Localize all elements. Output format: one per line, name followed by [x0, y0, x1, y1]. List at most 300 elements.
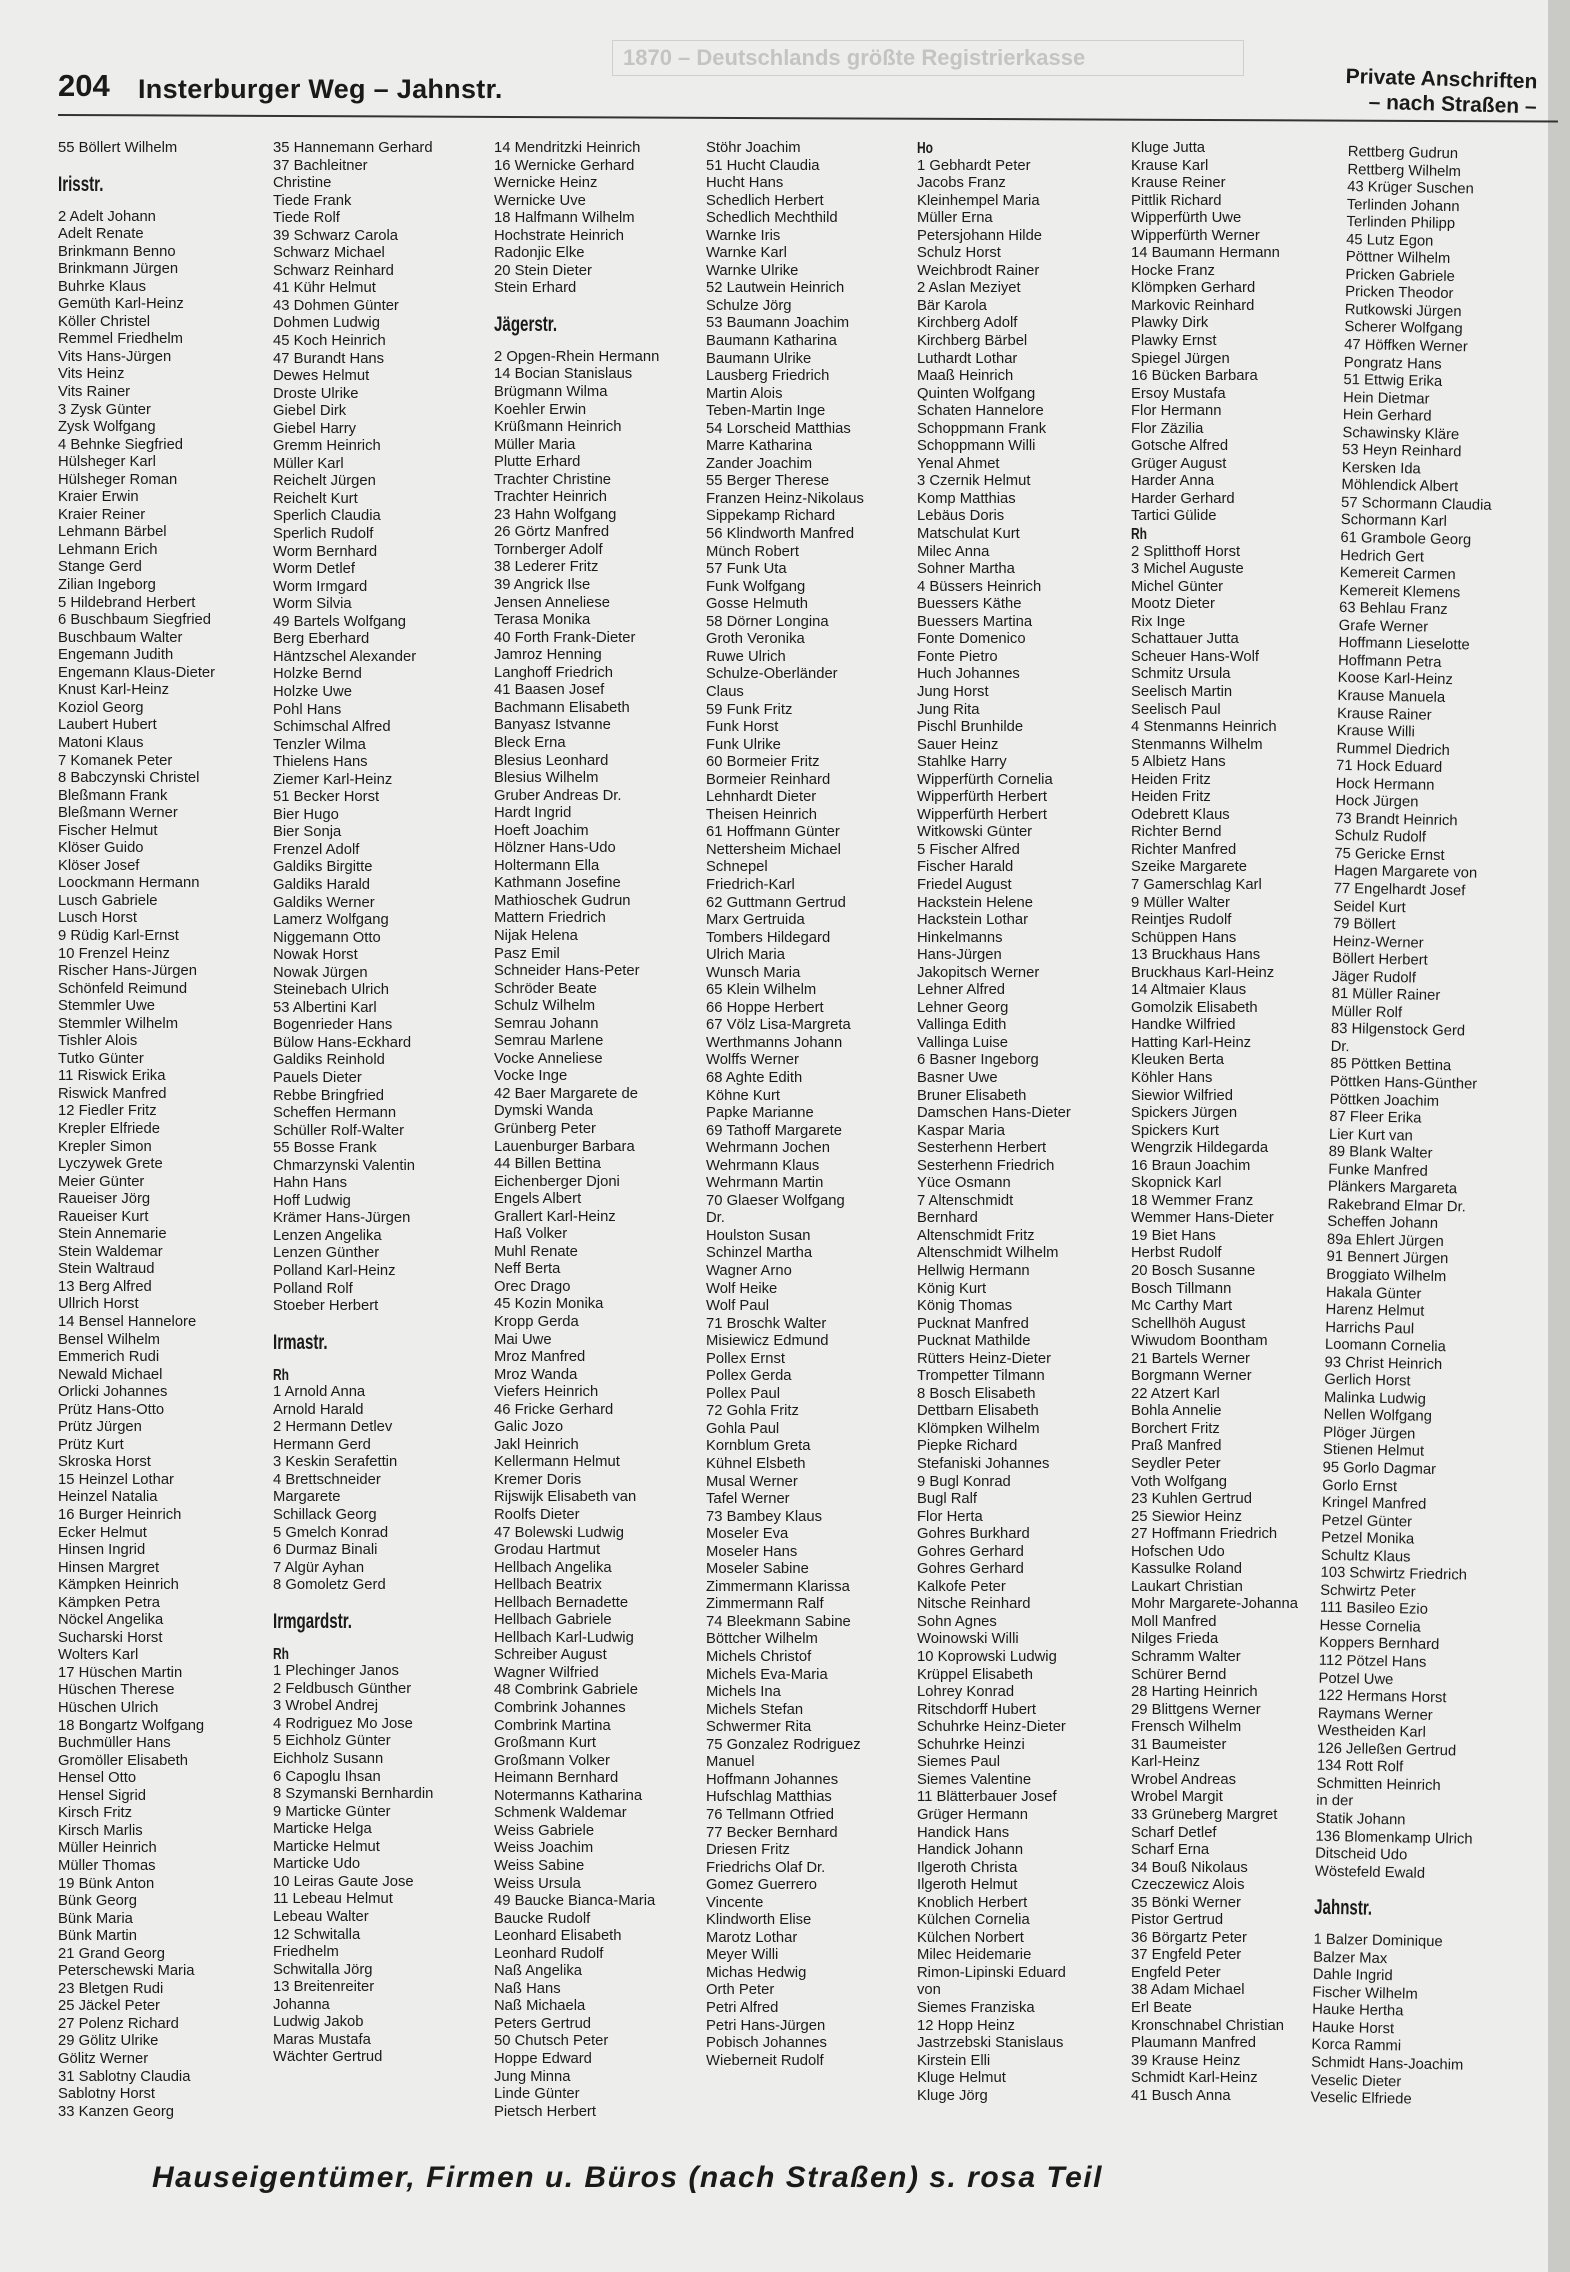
resident-entry: Claus — [706, 683, 744, 700]
resident-entry: Dahle Ingrid — [1312, 1966, 1393, 1985]
resident-entry: 53 Heyn Reinhard — [1341, 442, 1462, 461]
resident-entry: 75 Gericke Ernst — [1334, 845, 1445, 864]
resident-entry: 112 Pötzel Hans — [1318, 1652, 1427, 1671]
resident-entry: Holzke Bernd — [273, 666, 362, 683]
directory-column-2 — [273, 140, 433, 2067]
resident-entry: Adelt Renate — [58, 226, 144, 243]
resident-entry: Hein Gerhard — [1342, 407, 1432, 425]
resident-entry: 47 Burandt Hans — [273, 350, 385, 367]
resident-entry: Polland Rolf — [273, 1280, 353, 1297]
resident-entry: Jensen Anneliese — [494, 594, 610, 611]
street-heading: Irisstr. — [58, 172, 104, 196]
resident-entry: Lehmann Erich — [58, 541, 158, 558]
resident-entry: Ersoy Mustafa — [1131, 385, 1226, 402]
resident-entry: Radonjic Elke — [494, 245, 585, 262]
resident-entry: Krepler Simon — [58, 1138, 152, 1155]
resident-entry: 9 Bugl Konrad — [917, 1473, 1011, 1490]
street-heading: Irmgardstr. — [273, 1609, 352, 1633]
resident-entry: 47 Bolewski Ludwig — [494, 1524, 624, 1541]
resident-entry: Wipperfürth Werner — [1131, 227, 1260, 244]
resident-entry: Kassulke Roland — [1131, 1561, 1243, 1578]
resident-entry: 77 Becker Bernhard — [706, 1824, 838, 1841]
resident-entry: Böllert Herbert — [1332, 951, 1428, 969]
resident-entry: Stein Waldemar — [58, 1243, 163, 1260]
resident-entry: Wipperfürth Cornelia — [917, 771, 1053, 788]
resident-entry: Lusch Gabriele — [58, 892, 158, 909]
resident-entry: Ditscheid Udo — [1315, 1845, 1408, 1864]
resident-entry: 14 Altmaier Klaus — [1131, 982, 1247, 999]
resident-entry: Schmitz Ursula — [1131, 666, 1231, 683]
resident-entry: Kirsch Fritz — [58, 1805, 132, 1822]
resident-entry: 83 Hilgenstock Gerd — [1330, 1021, 1466, 1040]
resident-entry: Harder Anna — [1131, 473, 1215, 490]
resident-entry: Terlinden Johann — [1346, 196, 1460, 215]
resident-entry: 4 Büssers Heinrich — [917, 578, 1042, 595]
resident-entry: Trompetter Tilmann — [917, 1368, 1045, 1385]
resident-entry: Siemes Valentine — [917, 1771, 1032, 1788]
resident-entry: Naß Michaela — [494, 1998, 586, 2015]
resident-entry: Warnke Iris — [706, 227, 781, 244]
resident-entry: Hellbach Bernadette — [494, 1594, 629, 1611]
resident-entry: 29 Blittgens Werner — [1131, 1701, 1261, 1718]
resident-entry: Hellbach Beatrix — [494, 1577, 602, 1594]
resident-entry: Trachter Christine — [494, 471, 612, 488]
resident-entry: 31 Sablotny Claudia — [58, 2068, 191, 2085]
resident-entry: Hauke Horst — [1311, 2019, 1395, 2038]
resident-entry: Warnke Ulrike — [706, 262, 799, 279]
resident-entry: Worm Bernhard — [273, 543, 378, 560]
resident-entry: Steinebach Ulrich — [273, 982, 389, 999]
resident-entry: Krause Reiner — [1131, 175, 1226, 192]
resident-entry: Reichelt Jürgen — [273, 473, 376, 490]
resident-entry: 7 Altenschmidt — [917, 1192, 1014, 1209]
resident-entry: Johanna — [273, 1996, 330, 2013]
resident-entry: Ecker Helmut — [58, 1524, 147, 1541]
resident-entry: 16 Burger Heinrich — [58, 1507, 182, 1524]
resident-entry: Michels Stefan — [706, 1701, 804, 1718]
street-heading: Jahnstr. — [1313, 1895, 1373, 1920]
resident-entry: 75 Gonzalez Rodriguez — [706, 1736, 861, 1753]
resident-entry: Matschulat Kurt — [917, 526, 1020, 543]
resident-entry: Viefers Heinrich — [494, 1384, 599, 1401]
resident-entry: 93 Christ Heinrich — [1324, 1354, 1443, 1373]
resident-entry: Hans-Jürgen — [917, 947, 1002, 964]
resident-entry: Gohres Gerhard — [917, 1543, 1024, 1560]
resident-entry: Rakebrand Elmar Dr. — [1327, 1196, 1466, 1216]
resident-entry: Combrink Johannes — [494, 1700, 626, 1717]
resident-entry: 18 Wemmer Franz — [1131, 1192, 1254, 1209]
resident-entry: Dr. — [706, 1210, 725, 1227]
resident-entry: 45 Koch Heinrich — [273, 333, 386, 350]
resident-entry: Lehner Georg — [917, 999, 1009, 1016]
resident-entry: Rütters Heinz-Dieter — [917, 1350, 1052, 1367]
resident-entry: Stein Erhard — [494, 280, 577, 297]
resident-entry: Fonte Pietro — [917, 648, 998, 665]
resident-entry: 41 Busch Anna — [1131, 2087, 1231, 2104]
resident-entry: Köhne Kurt — [706, 1087, 781, 1104]
resident-entry: Tornberger Adolf — [494, 541, 603, 558]
resident-entry: Naß Angelika — [494, 1963, 583, 1980]
resident-entry: Lenzen Günther — [273, 1245, 380, 1262]
resident-entry: Petzel Monika — [1321, 1529, 1415, 1548]
resident-entry: Ritschdorff Hubert — [917, 1701, 1036, 1718]
resident-entry: Bruner Elisabeth — [917, 1087, 1027, 1104]
resident-entry: Tombers Hildegard — [706, 929, 831, 946]
resident-entry: Krause Karl — [1131, 157, 1209, 174]
resident-entry: Moseler Eva — [706, 1526, 789, 1543]
resident-entry: 44 Billen Bettina — [494, 1156, 601, 1173]
resident-entry: Jakl Heinrich — [494, 1436, 579, 1453]
resident-entry: Scheffen Johann — [1327, 1214, 1439, 1233]
resident-entry: Stein Annemarie — [58, 1226, 167, 1243]
resident-entry: Marotz Lothar — [706, 1929, 798, 1946]
resident-entry: Laukart Christian — [1131, 1578, 1243, 1595]
resident-entry: Kühnel Elsbeth — [706, 1456, 806, 1473]
resident-entry: Gohres Burkhard — [917, 1526, 1030, 1543]
resident-entry: 68 Aghte Edith — [706, 1069, 803, 1086]
resident-entry: Woinowski Willi — [917, 1631, 1019, 1648]
resident-entry: Pongratz Hans — [1343, 354, 1442, 373]
resident-entry: Gohres Gerhard — [917, 1561, 1024, 1578]
resident-entry: Gremm Heinrich — [273, 438, 381, 455]
resident-entry: 81 Müller Rainer — [1331, 986, 1441, 1005]
resident-entry: Kropp Gerda — [494, 1314, 579, 1330]
resident-entry: Hoffmann Lieselotte — [1338, 635, 1470, 654]
resident-entry: Musal Werner — [706, 1473, 798, 1490]
resident-entry: Kaspar Maria — [917, 1122, 1005, 1139]
resident-entry: 47 Höffken Werner — [1343, 336, 1468, 356]
resident-entry: 10 Leiras Gaute Jose — [273, 1873, 414, 1890]
resident-entry: Schüller Rolf-Walter — [273, 1122, 405, 1139]
resident-entry: Tenzler Wilma — [273, 736, 366, 753]
resident-entry: 5 Fischer Alfred — [917, 841, 1020, 858]
resident-entry: Kremer Doris — [494, 1471, 582, 1488]
resident-entry: Gomez Guerrero — [706, 1877, 818, 1894]
resident-entry: 16 Braun Joachim — [1131, 1157, 1251, 1174]
resident-entry: Plöger Jürgen — [1323, 1424, 1416, 1443]
resident-entry: 72 Gohla Fritz — [706, 1403, 799, 1420]
resident-entry: Hülsheger Karl — [58, 454, 156, 471]
resident-entry: Krause Manuela — [1337, 687, 1446, 706]
resident-entry: Tiede Frank — [273, 192, 352, 209]
district-code: Rh — [273, 1366, 289, 1384]
resident-entry: Hoff Ludwig — [273, 1192, 351, 1209]
resident-entry: Weiss Ursula — [494, 1875, 581, 1892]
resident-entry: Müller Erna — [917, 210, 993, 227]
resident-entry: Bünk Martin — [58, 1928, 137, 1945]
page-title: Insterburger Weg – Jahnstr. — [138, 74, 503, 104]
resident-entry: 7 Algür Ayhan — [273, 1559, 365, 1576]
resident-entry: 122 Hermans Horst — [1318, 1687, 1447, 1707]
resident-entry: Arnold Harald — [273, 1401, 364, 1418]
resident-entry: Mroz Wanda — [494, 1366, 578, 1383]
resident-entry: Müller Heinrich — [58, 1840, 157, 1857]
resident-entry: Broggiato Wilhelm — [1326, 1266, 1447, 1286]
resident-entry: Stöhr Joachim — [706, 140, 801, 156]
resident-entry: Hesse Cornelia — [1319, 1617, 1421, 1636]
resident-entry: Knust Karl-Heinz — [58, 682, 170, 699]
resident-entry: Werthmanns Johann — [706, 1034, 843, 1051]
resident-entry: Heiden Fritz — [1131, 771, 1211, 788]
resident-entry: Stenmanns Wilhelm — [1131, 736, 1263, 753]
resident-entry: Seelisch Paul — [1131, 701, 1221, 718]
resident-entry: Richter Manfred — [1131, 841, 1237, 858]
resident-entry: 58 Dörner Longina — [706, 613, 829, 630]
resident-entry: Ilgeroth Helmut — [917, 1877, 1018, 1894]
resident-entry: Hein Dietmar — [1342, 389, 1430, 408]
resident-entry: Friedel August — [917, 876, 1012, 893]
resident-entry: Bleßmann Frank — [58, 787, 168, 804]
resident-entry: Chmarzynski Valentin — [273, 1157, 415, 1174]
resident-entry: 29 Gölitz Ulrike — [58, 2033, 159, 2050]
resident-entry: Koppers Bernhard — [1319, 1635, 1440, 1654]
resident-entry: 4 Behnke Siegfried — [58, 436, 184, 453]
resident-entry: Semrau Marlene — [494, 1033, 604, 1050]
resident-entry: Müller Thomas — [58, 1857, 156, 1874]
resident-entry: Jastrzebski Stanislaus — [917, 2035, 1064, 2052]
resident-entry: 9 Rüdig Karl-Ernst — [58, 927, 179, 944]
resident-entry: Funk Ulrike — [706, 736, 781, 753]
resident-entry: Hoeft Joachim — [494, 822, 589, 839]
resident-entry: Scharf Detlef — [1131, 1824, 1217, 1841]
resident-entry: 2 Opgen-Rhein Hermann — [494, 348, 660, 365]
resident-entry: 4 Rodriguez Mo Jose — [273, 1715, 413, 1732]
resident-entry: Basner Uwe — [917, 1069, 998, 1086]
resident-entry: Bosch Tillmann — [1131, 1280, 1232, 1297]
section-header-line-1: Private Anschriften — [1345, 64, 1538, 94]
resident-entry: Borgmann Werner — [1131, 1368, 1252, 1385]
resident-entry: 2 Adelt Johann — [58, 208, 156, 225]
resident-entry: 57 Funk Uta — [706, 561, 787, 578]
resident-entry: König Kurt — [917, 1280, 987, 1297]
resident-entry: Hoppe Edward — [494, 2050, 592, 2067]
resident-entry: Marx Gertruida — [706, 912, 805, 929]
resident-entry: Flor Herta — [917, 1508, 983, 1525]
resident-entry: Kathmann Josefine — [494, 875, 621, 892]
resident-entry: Giebel Harry — [273, 420, 357, 437]
district-code: Rh — [1131, 526, 1147, 544]
resident-entry: Buessers Käthe — [917, 596, 1022, 613]
resident-entry: Hülsheger Roman — [58, 471, 178, 488]
resident-entry: Christine — [273, 175, 332, 192]
resident-entry: Komp Matthias — [917, 490, 1016, 507]
resident-entry: Wolf Heike — [706, 1280, 778, 1297]
resident-entry: Weiss Gabriele — [494, 1822, 595, 1839]
resident-entry: Kleinhempel Maria — [917, 192, 1040, 209]
resident-entry: Ilgeroth Christa — [917, 1859, 1018, 1876]
resident-entry: Scharf Erna — [1131, 1842, 1210, 1859]
resident-entry: Maaß Heinrich — [917, 368, 1014, 385]
resident-entry: Pöttner Wilhelm — [1345, 249, 1451, 268]
resident-entry: Nöckel Angelika — [58, 1612, 164, 1629]
resident-entry: 89 Blank Walter — [1328, 1143, 1433, 1162]
resident-entry: 26 Görtz Manfred — [494, 524, 610, 541]
resident-entry: Engemann Judith — [58, 647, 174, 664]
resident-entry: Weiss Sabine — [494, 1857, 585, 1874]
resident-entry: Moll Manfred — [1131, 1613, 1217, 1630]
resident-entry: 74 Bleekmann Sabine — [706, 1613, 851, 1630]
resident-entry: 1 Gebhardt Peter — [917, 157, 1031, 174]
resident-entry: Hofschen Udo — [1131, 1543, 1225, 1560]
resident-entry: Schwirtz Peter — [1320, 1582, 1416, 1601]
resident-entry: Schwermer Rita — [706, 1719, 812, 1736]
resident-entry: Grünberg Peter — [494, 1120, 596, 1137]
directory-column-1 — [58, 140, 215, 2121]
resident-entry: Brügmann Wilma — [494, 384, 608, 401]
resident-entry: 28 Harting Heinrich — [1131, 1684, 1258, 1701]
resident-entry: Pohl Hans — [273, 701, 342, 718]
resident-entry: Kronschnabel Christian — [1131, 2017, 1284, 2034]
resident-entry: Großmann Volker — [494, 1752, 610, 1769]
resident-entry: Häntzschel Alexander — [273, 648, 417, 665]
resident-entry: Bünk Maria — [58, 1910, 133, 1927]
resident-entry: Ludwig Jakob — [273, 2014, 364, 2031]
resident-entry: 61 Hoffmann Günter — [706, 824, 840, 841]
resident-entry: Plawky Ernst — [1131, 333, 1217, 350]
resident-entry: Hatting Karl-Heinz — [1131, 1034, 1252, 1051]
resident-entry: 6 Capoglu Ihsan — [273, 1768, 381, 1785]
resident-entry: 36 Börgartz Peter — [1131, 1929, 1247, 1946]
resident-entry: Pollex Gerda — [706, 1368, 792, 1385]
resident-entry: 21 Grand Georg — [58, 1945, 165, 1962]
resident-entry: Scheuer Hans-Wolf — [1131, 648, 1260, 665]
resident-entry: Fischer Helmut — [58, 822, 158, 839]
resident-entry: Schwarz Reinhard — [273, 262, 394, 279]
resident-entry: 45 Kozin Monika — [494, 1296, 604, 1313]
resident-entry: Kirchberg Adolf — [917, 315, 1018, 332]
resident-entry: Müller Maria — [494, 436, 576, 453]
resident-entry: Münch Robert — [706, 543, 799, 560]
resident-entry: in der — [1316, 1793, 1354, 1810]
resident-entry: Hahn Hans — [273, 1175, 348, 1192]
resident-entry: Wehrmann Jochen — [706, 1140, 830, 1157]
resident-entry: Hensel Sigrid — [58, 1787, 147, 1804]
resident-entry: Wöstefeld Ewald — [1314, 1863, 1426, 1882]
resident-entry: 136 Blomenkamp Ulrich — [1315, 1828, 1473, 1848]
resident-entry: König Thomas — [917, 1298, 1013, 1315]
resident-entry: Newald Michael — [58, 1366, 163, 1383]
resident-entry: Kluge Helmut — [917, 2070, 1006, 2087]
resident-entry: Potzel Uwe — [1318, 1670, 1394, 1688]
resident-entry: Scherer Wolfgang — [1344, 319, 1463, 338]
resident-entry: Warnke Karl — [706, 245, 787, 262]
resident-entry: Hock Jürgen — [1335, 793, 1419, 811]
resident-entry: Vits Hans-Jürgen — [58, 348, 172, 365]
resident-entry: 5 Gmelch Konrad — [273, 1524, 389, 1541]
resident-entry: Flor Hermann — [1131, 403, 1222, 420]
resident-entry: Grafe Werner — [1338, 617, 1429, 636]
resident-entry: 25 Siewior Heinz — [1131, 1508, 1243, 1525]
resident-entry: Seelisch Martin — [1131, 683, 1233, 700]
resident-entry: Schmidt Hans-Joachim — [1311, 2054, 1464, 2074]
resident-entry: 60 Bormeier Fritz — [706, 754, 820, 771]
resident-entry: 52 Lautwein Heinrich — [706, 280, 845, 297]
resident-entry: Schüppen Hans — [1131, 929, 1237, 946]
resident-entry: Vincente — [706, 1894, 764, 1911]
resident-entry: Hinsen Ingrid — [58, 1542, 146, 1559]
district-code: Rh — [273, 1645, 289, 1663]
resident-entry: Koehler Erwin — [494, 401, 587, 418]
resident-entry: Schoppmann Frank — [917, 420, 1047, 437]
section-header — [1345, 64, 1538, 119]
resident-entry: Matoni Klaus — [58, 734, 144, 751]
resident-entry: 38 Lederer Fritz — [494, 559, 599, 576]
resident-entry: Rutkowski Jürgen — [1344, 301, 1462, 321]
resident-entry: Schoppmann Willi — [917, 438, 1036, 455]
resident-entry: Lamerz Wolfgang — [273, 912, 389, 929]
resident-entry: Harrichs Paul — [1325, 1319, 1415, 1338]
resident-entry: 6 Durmaz Binali — [273, 1542, 378, 1559]
resident-entry: Gotsche Alfred — [1131, 438, 1229, 455]
resident-entry: 89a Ehlert Jürgen — [1326, 1231, 1444, 1250]
resident-entry: Handick Hans — [917, 1824, 1010, 1841]
header-divider — [58, 114, 1558, 123]
resident-entry: Combrink Martina — [494, 1717, 611, 1734]
resident-entry: 15 Heinzel Lothar — [58, 1471, 174, 1488]
resident-entry: 3 Czernik Helmut — [917, 473, 1031, 490]
resident-entry: Petersjohann Hilde — [917, 227, 1043, 244]
resident-entry: Krause Rainer — [1336, 705, 1432, 724]
resident-entry: Kringel Manfred — [1321, 1494, 1427, 1513]
resident-entry: Lausberg Friedrich — [706, 368, 830, 385]
resident-entry: 3 Wrobel Andrej — [273, 1698, 379, 1715]
resident-entry: 35 Hannemann Gerhard — [273, 140, 433, 156]
resident-entry: Pobisch Johannes — [706, 2035, 827, 2052]
resident-entry: Richter Bernd — [1131, 824, 1222, 841]
resident-entry: Stahlke Harry — [917, 754, 1007, 771]
resident-entry: Pollex Ernst — [706, 1350, 785, 1367]
resident-entry: Worm Detlef — [273, 561, 355, 578]
resident-entry: Witkowski Günter — [917, 824, 1033, 841]
resident-entry: 6 Buschbaum Siegfried — [58, 612, 211, 629]
resident-entry: Kluge Jutta — [1131, 140, 1206, 156]
resident-entry: Houlston Susan — [706, 1227, 811, 1244]
directory-column-6 — [1131, 140, 1298, 2105]
resident-entry: Blesius Leonhard — [494, 752, 609, 769]
resident-entry: Stemmler Wilhelm — [58, 1015, 179, 1032]
resident-entry: 16 Bücken Barbara — [1131, 368, 1258, 385]
resident-entry: Schedlich Mechthild — [706, 210, 838, 227]
resident-entry: Statik Johann — [1315, 1810, 1406, 1829]
resident-entry: 51 Ettwig Erika — [1343, 372, 1443, 390]
resident-entry: Zimmermann Klarissa — [706, 1578, 850, 1595]
resident-entry: Bormeier Reinhard — [706, 771, 831, 788]
resident-entry: 35 Bönki Werner — [1131, 1894, 1241, 1911]
resident-entry: 18 Bongartz Wolfgang — [58, 1717, 205, 1734]
resident-entry: Lyczywek Grete — [58, 1156, 163, 1173]
resident-entry: Nellen Wolfgang — [1323, 1407, 1433, 1426]
resident-entry: 49 Baucke Bianca-Maria — [494, 1893, 656, 1910]
resident-entry: Lenzen Angelika — [273, 1227, 382, 1244]
resident-entry: Koziol Georg — [58, 699, 144, 716]
resident-entry: Funk Horst — [706, 719, 779, 736]
resident-entry: Prütz Hans-Otto — [58, 1401, 165, 1418]
resident-entry: Kämpken Heinrich — [58, 1577, 179, 1594]
resident-entry: Kämpken Petra — [58, 1594, 160, 1611]
resident-entry: Raymans Werner — [1317, 1705, 1433, 1724]
resident-entry: Maras Mustafa — [273, 2031, 371, 2048]
resident-entry: Remmel Friedhelm — [58, 331, 183, 348]
resident-entry: Pucknat Mathilde — [917, 1333, 1031, 1350]
resident-entry: 39 Schwarz Carola — [273, 227, 399, 244]
resident-entry: Bensel Wilhelm — [58, 1331, 160, 1348]
resident-entry: Gromöller Elisabeth — [58, 1752, 188, 1769]
resident-entry: Heinz-Werner — [1332, 933, 1424, 952]
resident-entry: Laubert Hubert — [58, 717, 157, 734]
resident-entry: Stange Gerd — [58, 559, 142, 576]
resident-entry: Mattern Friedrich — [494, 910, 606, 927]
resident-entry: 77 Engelhardt Josef — [1333, 880, 1466, 900]
